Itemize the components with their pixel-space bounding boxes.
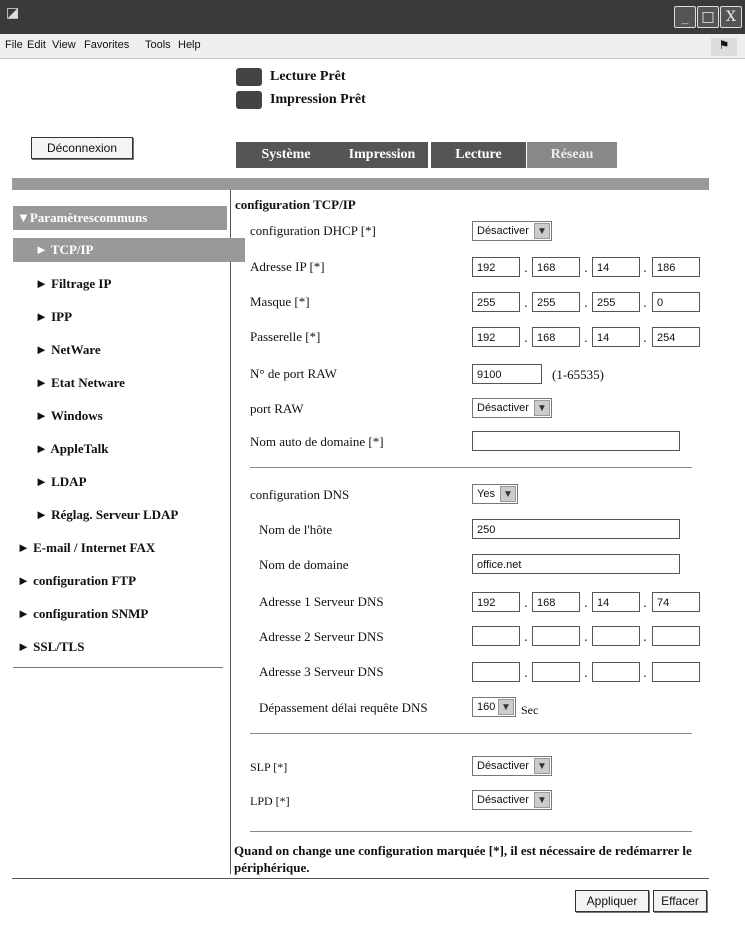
dns2-octet-4[interactable] (652, 626, 700, 646)
tab-impression[interactable]: Impression (336, 142, 428, 168)
chevron-down-icon: ▼ (498, 699, 514, 715)
dns1-octet-3[interactable]: 14 (592, 592, 640, 612)
scan-status: Lecture Prêt (270, 69, 346, 84)
form-title: configuration TCP/IP (235, 197, 356, 212)
domain-input[interactable]: office.net (472, 554, 680, 574)
ip-octet-1[interactable]: 192 (472, 257, 520, 277)
menu-favorites[interactable]: Favorites (84, 39, 130, 51)
sidebar-item-snmp[interactable]: ► configuration SNMP (17, 606, 149, 621)
dns-timeout-unit: Sec (521, 703, 539, 717)
sidebar-item-email-fax[interactable]: ► E-mail / Internet FAX (17, 540, 156, 555)
sidebar-item-ftp[interactable]: ► configuration FTP (17, 573, 137, 588)
raw-port-input[interactable]: 9100 (472, 364, 542, 384)
dns-timeout-select[interactable]: 160 ▼ (472, 697, 516, 717)
lpd-select[interactable]: Désactiver ▼ (472, 790, 552, 810)
dns2-octet-2[interactable] (532, 626, 580, 646)
dns3-label: Adresse 3 Serveur DNS (259, 664, 384, 679)
dns3-octet-1[interactable] (472, 662, 520, 682)
chevron-down-icon: ▼ (534, 758, 550, 774)
sidebar-item-appletalk[interactable]: ► AppleTalk (35, 441, 109, 456)
mask-label: Masque [*] (250, 294, 310, 309)
chevron-down-icon: ▼ (534, 792, 550, 808)
dns1-octet-1[interactable]: 192 (472, 592, 520, 612)
ip-octet-2[interactable]: 168 (532, 257, 580, 277)
print-status: Impression Prêt (270, 92, 366, 107)
gateway-label: Passerelle [*] (250, 329, 321, 344)
sidebar-item-ipp[interactable]: ► IPP (35, 309, 73, 324)
domain-label: Nom de domaine (259, 557, 349, 572)
gateway-octet-4[interactable]: 254 (652, 327, 700, 347)
dhcp-label: configuration DHCP [*] (250, 223, 376, 238)
ip-octet-3[interactable]: 14 (592, 257, 640, 277)
printer-icon (236, 91, 262, 109)
dns-config-label: configuration DNS (250, 487, 350, 502)
dns3-octet-3[interactable] (592, 662, 640, 682)
sidebar-item-ip-filtering[interactable]: ► Filtrage IP (35, 276, 112, 291)
close-button[interactable]: X (720, 6, 742, 28)
tab-reseau[interactable]: Réseau (527, 142, 617, 168)
section-divider (250, 831, 692, 832)
app-icon: ◪ (6, 5, 20, 21)
raw-port-range: (1-65535) (552, 367, 604, 382)
host-input[interactable]: 250 (472, 519, 680, 539)
auto-domain-label: Nom auto de domaine [*] (250, 434, 384, 449)
section-divider (250, 467, 692, 468)
dns1-octet-4[interactable]: 74 (652, 592, 700, 612)
sidebar-item-windows[interactable]: ► Windows (35, 408, 103, 423)
chevron-down-icon: ▼ (534, 223, 550, 239)
sidebar-item-ldap-server[interactable]: ► Réglag. Serveur LDAP (35, 507, 179, 522)
raw-select[interactable]: Désactiver ▼ (472, 398, 552, 418)
minimize-button[interactable]: _ (674, 6, 696, 28)
menu-help[interactable]: Help (178, 39, 201, 51)
gateway-octet-2[interactable]: 168 (532, 327, 580, 347)
ip-octet-4[interactable]: 186 (652, 257, 700, 277)
clear-button[interactable]: Effacer (653, 890, 707, 912)
header-divider-bar (12, 178, 709, 190)
raw-port-label: N° de port RAW (250, 366, 337, 381)
windows-logo-icon: ⚑ (711, 38, 737, 56)
mask-octet-1[interactable]: 255 (472, 292, 520, 312)
menu-file[interactable]: File (5, 39, 23, 51)
tab-systeme[interactable]: Système (236, 142, 336, 168)
sidebar-item-tcpip[interactable]: ► TCP/IP (13, 238, 245, 262)
dns2-octet-3[interactable] (592, 626, 640, 646)
dns2-label: Adresse 2 Serveur DNS (259, 629, 384, 644)
title-bar (0, 0, 745, 34)
apply-button[interactable]: Appliquer (575, 890, 649, 912)
mask-octet-2[interactable]: 255 (532, 292, 580, 312)
dns-config-select[interactable]: Yes ▼ (472, 484, 518, 504)
menu-view[interactable]: View (52, 39, 76, 51)
dns1-label: Adresse 1 Serveur DNS (259, 594, 384, 609)
dns3-octet-2[interactable] (532, 662, 580, 682)
scanner-icon (236, 68, 262, 86)
auto-domain-input[interactable] (472, 431, 680, 451)
host-label: Nom de l'hôte (259, 522, 333, 537)
sidebar-item-ssl-tls[interactable]: ► SSL/TLS (17, 639, 85, 654)
sidebar-item-netware-status[interactable]: ► Etat Netware (35, 375, 125, 390)
gateway-octet-3[interactable]: 14 (592, 327, 640, 347)
section-divider (250, 733, 692, 734)
sidebar-bottom-divider (13, 667, 223, 668)
dns-timeout-label: Dépassement délai requête DNS (259, 700, 428, 715)
menu-tools[interactable]: Tools (145, 39, 171, 51)
chevron-down-icon: ▼ (500, 486, 516, 502)
ip-label: Adresse IP [*] (250, 259, 325, 274)
dns2-octet-1[interactable] (472, 626, 520, 646)
chevron-down-icon: ▼ (534, 400, 550, 416)
restart-note: Quand on change une configuration marquée [*], il est nécessaire de redémarrer le périphérique. (234, 843, 692, 875)
sidebar-group-common-settings[interactable]: ▼Paramètrescommuns (13, 206, 227, 230)
footer-divider (12, 878, 709, 879)
raw-label: port RAW (250, 401, 304, 416)
menu-edit[interactable]: Edit (27, 39, 46, 51)
dns3-octet-4[interactable] (652, 662, 700, 682)
sidebar-item-ldap[interactable]: ► LDAP (35, 474, 87, 489)
dhcp-select[interactable]: Désactiver ▼ (472, 221, 552, 241)
mask-octet-4[interactable]: 0 (652, 292, 700, 312)
mask-octet-3[interactable]: 255 (592, 292, 640, 312)
logout-button[interactable]: Déconnexion (31, 137, 133, 159)
slp-select[interactable]: Désactiver ▼ (472, 756, 552, 776)
dns1-octet-2[interactable]: 168 (532, 592, 580, 612)
sidebar-divider (230, 190, 231, 874)
sidebar-item-netware[interactable]: ► NetWare (35, 342, 101, 357)
slp-label: SLP [*] (250, 760, 288, 774)
gateway-octet-1[interactable]: 192 (472, 327, 520, 347)
maximize-button[interactable]: □ (697, 6, 719, 28)
tab-lecture[interactable]: Lecture (431, 142, 526, 168)
lpd-label: LPD [*] (250, 794, 290, 808)
